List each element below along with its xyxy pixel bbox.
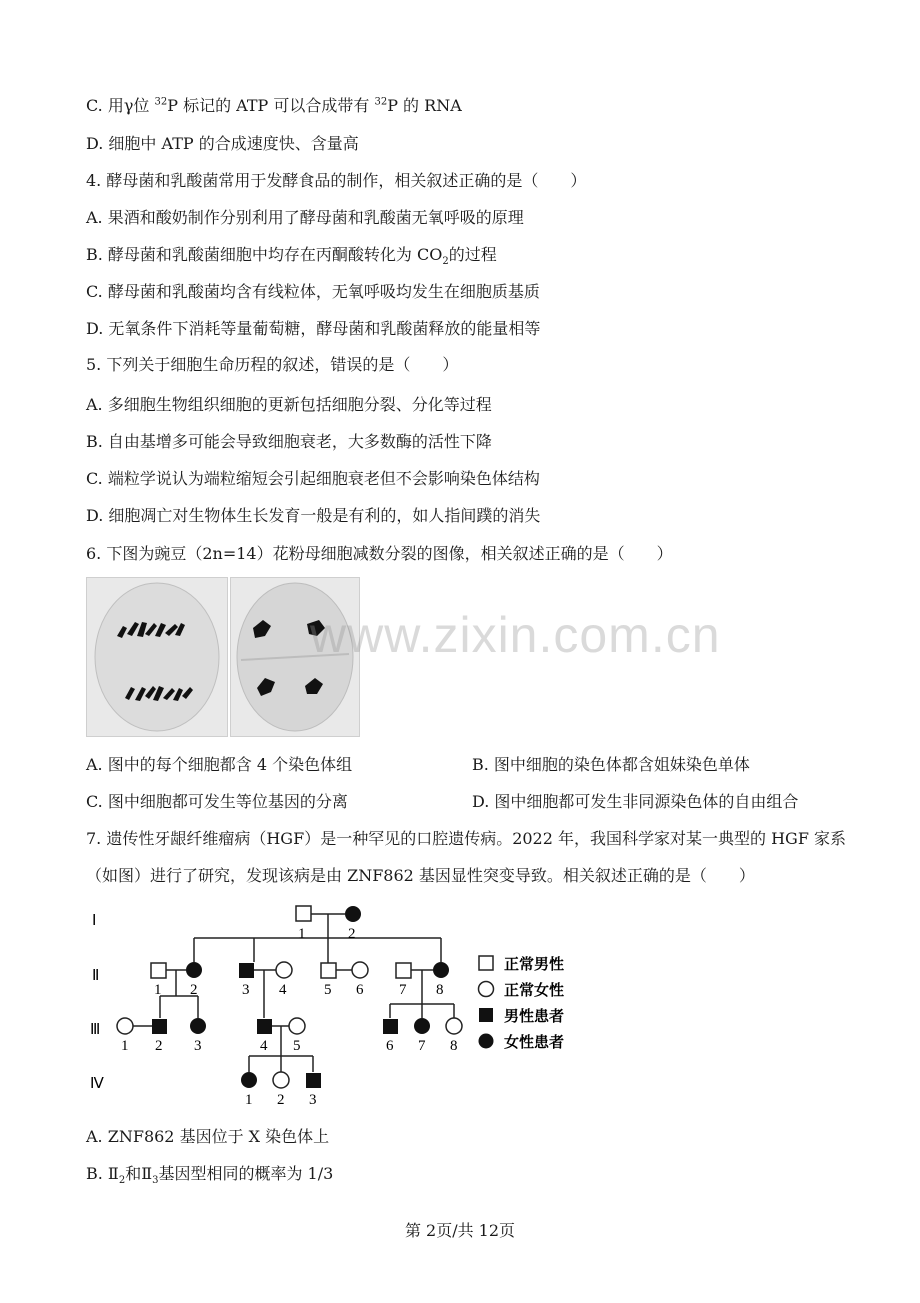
g3-num-3: 3	[194, 1038, 202, 1054]
g2-num-8: 8	[436, 982, 444, 998]
legend-affected-female-icon	[479, 1034, 494, 1049]
g2-num-1: 1	[154, 982, 162, 998]
q4-option-b	[86, 245, 497, 268]
gen-label-1: Ⅰ	[92, 913, 97, 929]
watermark: www.zixin.com.cn	[310, 607, 721, 663]
q4-option-d: D. 无氧条件下消耗等量葡萄糖，酵母菌和乳酸菌释放的能量相等	[86, 319, 541, 338]
q6-option-a: A. 图中的每个细胞都含 4 个染色体组	[86, 755, 353, 774]
q3-c-sup1: 32	[154, 96, 168, 108]
q3-c-pre: C. 用γ位	[86, 96, 155, 115]
gen-label-2: Ⅱ	[92, 968, 100, 984]
q4-option-c: C. 酵母菌和乳酸菌均含有线粒体，无氧呼吸均发生在细胞质基质	[86, 282, 540, 301]
q6-option-c: C. 图中细胞都可发生等位基因的分离	[86, 792, 348, 811]
q3-option-c	[86, 96, 462, 116]
q7-b-pre: B. Ⅱ	[86, 1164, 119, 1183]
g2-num-3: 3	[242, 982, 250, 998]
q4-option-a: A. 果酒和酸奶制作分别利用了酵母菌和乳酸菌无氧呼吸的原理	[86, 208, 524, 227]
g2-num-4: 4	[279, 982, 287, 998]
q3-option-d: D. 细胞中 ATP 的合成速度快、含量高	[86, 134, 359, 153]
g4-num-1: 1	[245, 1092, 253, 1108]
q4-b-post: 的过程	[448, 245, 497, 264]
g2-num-6: 6	[356, 982, 364, 998]
g4-num-2: 2	[277, 1092, 285, 1108]
q7-b-mid: 和Ⅱ	[125, 1164, 153, 1183]
g3-num-4: 4	[260, 1038, 268, 1054]
q5-option-a: A. 多细胞生物组织细胞的更新包括细胞分裂、分化等过程	[86, 395, 492, 414]
legend-affected-male-icon	[479, 1008, 493, 1022]
legend-normal-female-icon	[479, 982, 494, 997]
legend-affected-male: 男性患者	[504, 1009, 565, 1025]
g3-num-1: 1	[121, 1038, 129, 1054]
g2-num-2: 2	[190, 982, 198, 998]
micrograph-left	[86, 577, 228, 737]
micrograph-left-image	[87, 578, 227, 736]
page-footer: 第 2页/共 12页	[404, 1221, 516, 1240]
g3-num-2: 2	[155, 1038, 163, 1054]
legend-normal-male-icon	[479, 956, 493, 970]
q6-stem: 6. 下图为豌豆（2n=14）花粉母细胞减数分裂的图像，相关叙述正确的是（ ）	[86, 544, 673, 563]
q5-option-c: C. 端粒学说认为端粒缩短会引起细胞衰老但不会影响染色体结构	[86, 469, 540, 488]
legend-normal-female: 正常女性	[504, 983, 565, 999]
q3-c-post: P 的 RNA	[387, 96, 462, 115]
g2-num-7: 7	[399, 982, 407, 998]
q4-b-pre: B. 酵母菌和乳酸菌细胞中均存在丙酮酸转化为 CO	[86, 245, 443, 264]
q5-option-b: B. 自由基增多可能会导致细胞衰老，大多数酶的活性下降	[86, 432, 492, 451]
q6-option-d: D. 图中细胞都可发生非同源染色体的自由组合	[472, 792, 799, 811]
g4-num-3: 3	[309, 1092, 317, 1108]
q4-b-sub: 2	[442, 256, 449, 268]
q7-option-b	[86, 1164, 334, 1187]
q7-stem-line1: 7. 遗传性牙龈纤维瘤病（HGF）是一种罕见的口腔遗传病。2022 年，我国科学家对某一典型的 HGF 家系	[86, 829, 847, 848]
q3-c-sup2: 32	[374, 96, 388, 108]
q5-stem: 5. 下列关于细胞生命历程的叙述，错误的是（ ）	[86, 355, 459, 374]
q7-b-post: 基因型相同的概率为 1/3	[158, 1164, 334, 1183]
g1-num-2: 2	[348, 926, 356, 942]
legend-affected-female: 女性患者	[504, 1035, 565, 1051]
q4-stem: 4. 酵母菌和乳酸菌常用于发酵食品的制作，相关叙述正确的是（ ）	[86, 171, 587, 190]
q5-option-d: D. 细胞凋亡对生物体生长发育一般是有利的，如人指间蹼的消失	[86, 506, 541, 525]
pedigree-chart	[80, 900, 680, 1110]
q7-b-sub1: 2	[118, 1175, 126, 1187]
legend-normal-male: 正常男性	[504, 957, 565, 973]
q7-option-a: A. ZNF862 基因位于 X 染色体上	[86, 1127, 330, 1146]
q7-b-sub2: 3	[152, 1175, 159, 1187]
q7-stem-line2: （如图）进行了研究，发现该病是由 ZNF862 基因显性突变导致。相关叙述正确的是（ ）	[86, 866, 755, 885]
q6-option-b: B. 图中细胞的染色体都含姐妹染色单体	[472, 755, 750, 774]
q3-c-mid: P 标记的 ATP 可以合成带有	[167, 96, 375, 115]
g3-num-5: 5	[293, 1038, 301, 1054]
g3-num-8: 8	[450, 1038, 458, 1054]
gen-label-4: Ⅳ	[90, 1076, 104, 1092]
g3-num-7: 7	[418, 1038, 426, 1054]
g2-num-5: 5	[324, 982, 332, 998]
g1-num-1: 1	[298, 926, 306, 942]
g3-num-6: 6	[386, 1038, 394, 1054]
gen-label-3: Ⅲ	[90, 1022, 101, 1038]
